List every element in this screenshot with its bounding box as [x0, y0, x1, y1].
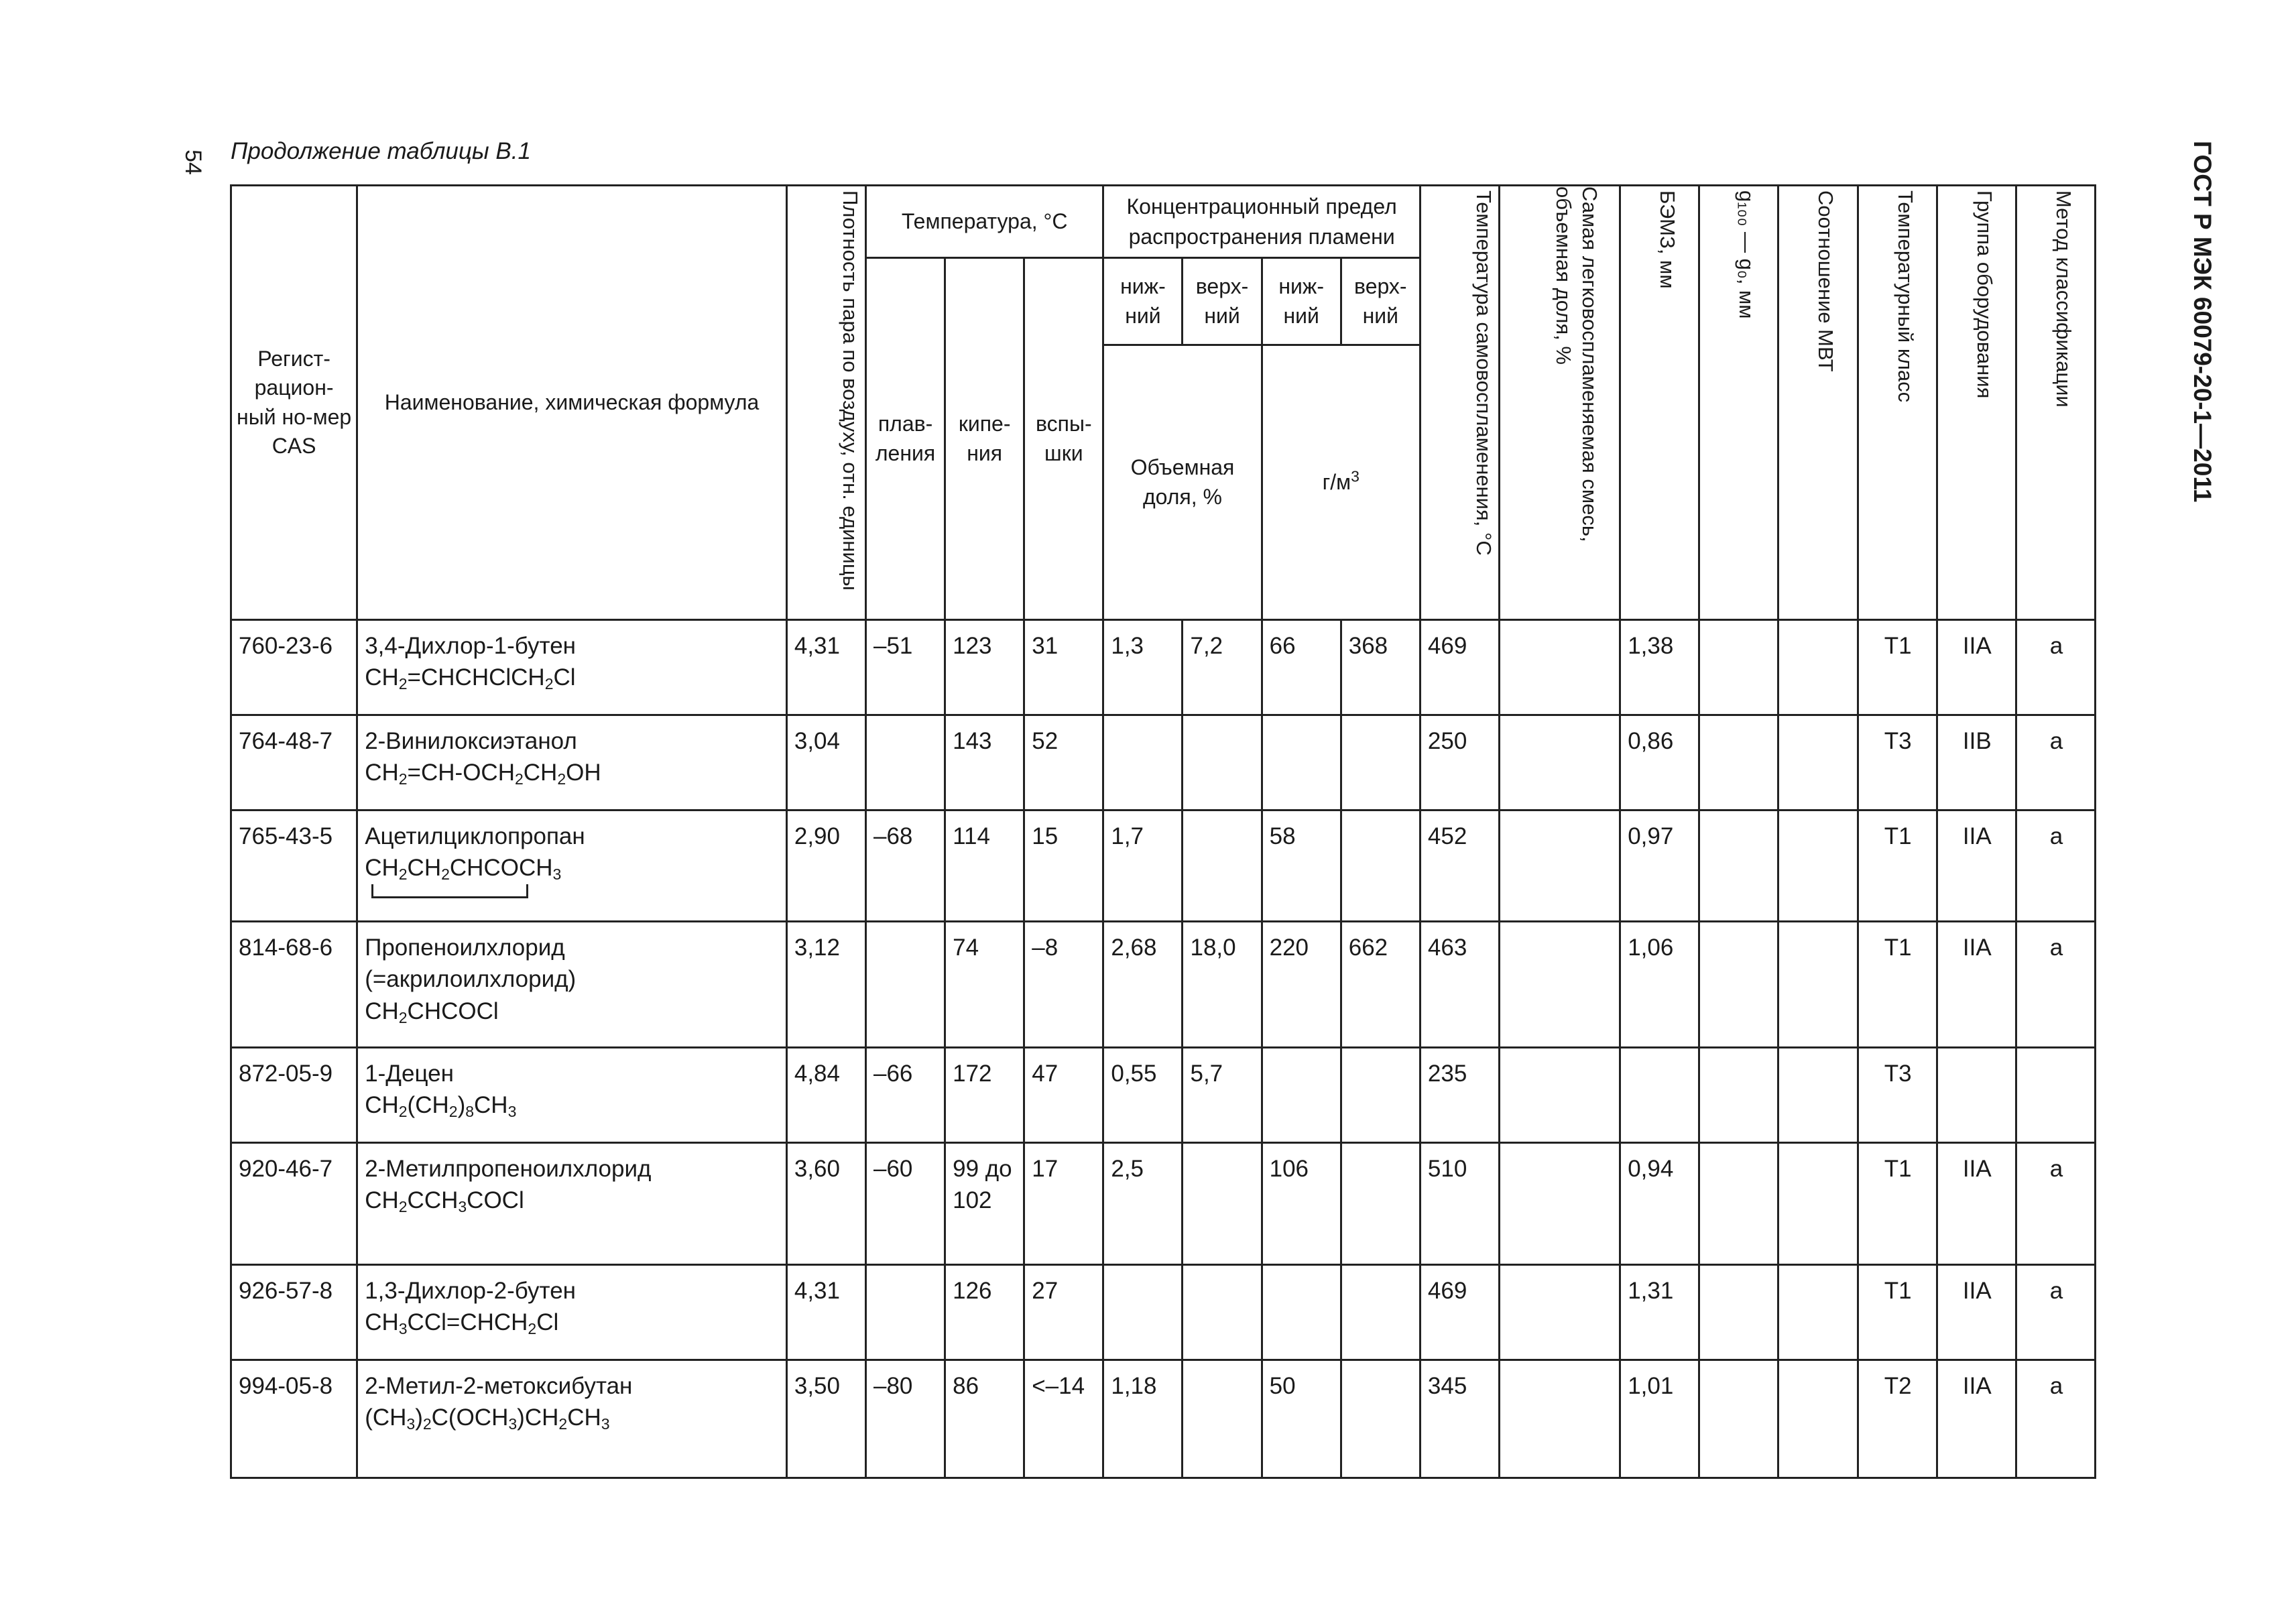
name-cell	[357, 922, 787, 1048]
temp-class-cell: T1	[1858, 810, 1937, 922]
cas-cell: 994-05-8	[231, 1360, 357, 1478]
formula-part: 2	[544, 675, 554, 693]
formula-part: CH	[365, 1309, 399, 1336]
mic-cell	[1778, 620, 1858, 715]
lower-g-cell: 106	[1262, 1143, 1341, 1265]
most-flammable-cell	[1500, 1143, 1620, 1265]
page-number: 54	[180, 149, 206, 175]
formula-part: 3	[406, 1415, 416, 1433]
flash-cell: 31	[1024, 620, 1103, 715]
cas-cell: 920-46-7	[231, 1143, 357, 1265]
substance-name: Пропеноилхлорид (=акрилоилхлорид)	[365, 935, 577, 993]
method-cell: a	[2016, 922, 2095, 1048]
formula-part: 2	[398, 1198, 408, 1216]
lower-g-cell: 50	[1262, 1360, 1341, 1478]
upper-g-cell: 368	[1341, 620, 1420, 715]
name-cell	[357, 1265, 787, 1360]
autoignition-cell: 452	[1420, 810, 1499, 922]
g100-cell	[1699, 1048, 1778, 1143]
upper-g-cell	[1341, 1048, 1420, 1143]
lower-vol-cell	[1103, 1265, 1183, 1360]
mesg-cell	[1620, 1048, 1699, 1143]
temp-class-cell: T2	[1858, 1360, 1937, 1478]
name-cell	[357, 1048, 787, 1143]
melt-cell: –68	[865, 810, 945, 922]
most-flammable-cell	[1500, 1360, 1620, 1478]
temp-class-cell: T1	[1858, 1265, 1937, 1360]
formula-part: CCl=CHCH	[407, 1309, 528, 1336]
g100-cell	[1699, 810, 1778, 922]
formula-part: CH	[365, 664, 399, 691]
most-flammable-cell	[1500, 620, 1620, 715]
formula-part: COCl	[467, 1187, 524, 1214]
lower-vol-cell: 1,3	[1103, 620, 1183, 715]
lower-g-cell: 220	[1262, 922, 1341, 1048]
formula-part: 2	[441, 865, 450, 884]
formula-part: CH	[567, 1404, 601, 1431]
formula-part: 2	[557, 770, 566, 788]
header-conc-limit: Концентрационный предел распространения пламени	[1103, 186, 1421, 258]
chemical-formula	[365, 1185, 780, 1216]
equip-group-cell: IIA	[1937, 620, 2016, 715]
lower-vol-cell: 1,18	[1103, 1360, 1183, 1478]
upper-vol-cell: 5,7	[1183, 1048, 1262, 1143]
header-mesg: БЭМЗ, мм	[1620, 186, 1699, 620]
table-row	[231, 1143, 2096, 1265]
formula-part: OH	[566, 760, 601, 786]
boil-cell: 114	[945, 810, 1024, 922]
chemical-formula	[365, 1089, 780, 1121]
upper-vol-cell: 7,2	[1183, 620, 1262, 715]
autoignition-cell: 235	[1420, 1048, 1499, 1143]
melt-cell: –80	[865, 1360, 945, 1478]
density-cell: 3,60	[786, 1143, 865, 1265]
name-cell	[357, 1360, 787, 1478]
lower-g-cell: 58	[1262, 810, 1341, 922]
header-equip-group: Группа оборудования	[1937, 186, 2016, 620]
temp-class-cell: T1	[1858, 1143, 1937, 1265]
g100-cell	[1699, 1143, 1778, 1265]
flash-cell: 47	[1024, 1048, 1103, 1143]
lower-vol-cell: 2,5	[1103, 1143, 1183, 1265]
table-row	[231, 1048, 2096, 1143]
temp-class-cell: T3	[1858, 715, 1937, 810]
mic-cell	[1778, 715, 1858, 810]
cas-cell: 760-23-6	[231, 620, 357, 715]
upper-g-cell	[1341, 715, 1420, 810]
mic-cell	[1778, 1048, 1858, 1143]
name-cell	[357, 715, 787, 810]
boil-cell: 123	[945, 620, 1024, 715]
substance-name: 2-Винилоксиэтанол	[365, 728, 577, 754]
table-body	[231, 620, 2096, 1478]
upper-vol-cell	[1183, 1143, 1262, 1265]
g100-cell	[1699, 620, 1778, 715]
density-cell: 3,50	[786, 1360, 865, 1478]
header-density: Плотность пара по воздуху, отн. единицы	[786, 186, 865, 620]
lower-g-cell	[1262, 715, 1341, 810]
mesg-cell: 1,06	[1620, 922, 1699, 1048]
formula-part: 2	[398, 675, 408, 693]
header-lower-g: ниж-ний	[1262, 258, 1341, 345]
upper-g-cell	[1341, 810, 1420, 922]
temp-class-cell: T3	[1858, 1048, 1937, 1143]
method-cell: a	[2016, 1360, 2095, 1478]
formula-part: CH	[365, 855, 399, 882]
upper-vol-cell	[1183, 1360, 1262, 1478]
table-header	[231, 186, 2096, 620]
temp-class-cell: T1	[1858, 922, 1937, 1048]
mesg-cell: 0,97	[1620, 810, 1699, 922]
header-most-flammable: Самая легковоспламеняемая смесь, объемная доля, %	[1500, 186, 1620, 620]
melt-cell: –51	[865, 620, 945, 715]
header-g100: g₁₀₀ — g₀, мм	[1699, 186, 1778, 620]
lower-vol-cell: 1,7	[1103, 810, 1183, 922]
most-flammable-cell	[1500, 810, 1620, 922]
formula-part: 2	[422, 1415, 432, 1433]
density-cell: 3,12	[786, 922, 865, 1048]
upper-g-cell	[1341, 1360, 1420, 1478]
header-t-flash: вспы-шки	[1024, 258, 1103, 620]
chemical-formula	[365, 996, 780, 1027]
standard-header	[2182, 141, 2222, 543]
boil-cell: 126	[945, 1265, 1024, 1360]
formula-part: 2	[398, 1103, 408, 1121]
chemical-formula	[365, 662, 780, 693]
autoignition-cell: 463	[1420, 922, 1499, 1048]
chemical-formula	[365, 852, 780, 884]
formula-part: 2	[398, 770, 408, 788]
name-cell	[357, 810, 787, 922]
formula-part: CH	[365, 760, 399, 786]
cas-cell: 872-05-9	[231, 1048, 357, 1143]
table-row	[231, 922, 2096, 1048]
mic-cell	[1778, 1265, 1858, 1360]
equip-group-cell: IIA	[1937, 1360, 2016, 1478]
density-cell: 2,90	[786, 810, 865, 922]
chemical-formula	[365, 1307, 780, 1338]
flash-cell: 17	[1024, 1143, 1103, 1265]
lower-g-cell: 66	[1262, 620, 1341, 715]
equip-group-cell: IIA	[1937, 1143, 2016, 1265]
substance-name: 1-Децен	[365, 1061, 454, 1087]
flash-cell: <–14	[1024, 1360, 1103, 1478]
most-flammable-cell	[1500, 715, 1620, 810]
formula-part: Cl	[536, 1309, 559, 1336]
method-cell	[2016, 1048, 2095, 1143]
formula-part: 2	[448, 1103, 458, 1121]
header-mic: Соотношение МВТ	[1778, 186, 1858, 620]
upper-g-cell: 662	[1341, 922, 1420, 1048]
mic-cell	[1778, 810, 1858, 922]
formula-part: =CHCHClCH	[407, 664, 545, 691]
boil-cell: 172	[945, 1048, 1024, 1143]
header-gm3: $г/м^3$	[1262, 345, 1420, 620]
upper-vol-cell	[1183, 715, 1262, 810]
g100-cell	[1699, 922, 1778, 1048]
equip-group-cell: IIA	[1937, 1265, 2016, 1360]
formula-part: 8	[465, 1103, 475, 1121]
boil-cell: 99 до 102	[945, 1143, 1024, 1265]
g100-cell	[1699, 1360, 1778, 1478]
header-vol-fraction: Объемная доля, %	[1103, 345, 1262, 620]
formula-part: 3	[398, 1320, 408, 1338]
substance-name: 2-Метил-2-метоксибутан	[365, 1373, 633, 1399]
cas-cell: 814-68-6	[231, 922, 357, 1048]
formula-part: CH	[523, 760, 558, 786]
upper-g-cell	[1341, 1265, 1420, 1360]
formula-part: CH	[407, 855, 442, 882]
header-lower-vol: ниж-ний	[1103, 258, 1183, 345]
upper-vol-cell	[1183, 810, 1262, 922]
cas-cell: 765-43-5	[231, 810, 357, 922]
table-row	[231, 1360, 2096, 1478]
mic-cell	[1778, 1360, 1858, 1478]
boil-cell: 143	[945, 715, 1024, 810]
formula-part: 3	[601, 1415, 610, 1433]
formula-part: 2	[514, 770, 524, 788]
upper-vol-cell: 18,0	[1183, 922, 1262, 1048]
lower-vol-cell	[1103, 715, 1183, 810]
most-flammable-cell	[1500, 922, 1620, 1048]
formula-part: )CH	[517, 1404, 559, 1431]
formula-part: (CH	[407, 1092, 449, 1119]
autoignition-cell: 250	[1420, 715, 1499, 810]
header-upper-g: верх-ний	[1341, 258, 1420, 345]
standard-title: ГОСТ Р МЭК 60079-20-1—2011	[2189, 141, 2216, 503]
formula-part: CH	[365, 1187, 399, 1214]
formula-part: CCH	[407, 1187, 459, 1214]
formula-part: CHCOCl	[407, 998, 499, 1024]
table-row	[231, 715, 2096, 810]
formula-part: =CH-OCH	[407, 760, 515, 786]
chemical-formula	[365, 1402, 780, 1433]
header-t-melt: плав-ления	[865, 258, 945, 620]
boil-cell: 74	[945, 922, 1024, 1048]
lower-vol-cell: 2,68	[1103, 922, 1183, 1048]
flash-cell: 15	[1024, 810, 1103, 922]
melt-cell: –60	[865, 1143, 945, 1265]
formula-part: 3	[507, 1103, 517, 1121]
formula-part: )	[457, 1092, 466, 1119]
header-t-boil: кипе-ния	[945, 258, 1024, 620]
data-table	[230, 184, 2096, 1479]
formula-part: 3	[458, 1198, 467, 1216]
table-caption: Продолжение таблицы В.1	[231, 138, 531, 164]
table-row	[231, 1265, 2096, 1360]
formula-part: 3	[552, 865, 562, 884]
header-cas: Регист-рацион-ный но-мер CAS	[231, 186, 357, 620]
header-name: Наименование, химическая формула	[357, 186, 787, 620]
equip-group-cell	[1937, 1048, 2016, 1143]
mesg-cell: 0,86	[1620, 715, 1699, 810]
header-upper-vol: верх-ний	[1183, 258, 1262, 345]
formula-part: 2	[398, 1008, 408, 1026]
substance-name: 2-Метилпропеноилхлорид	[365, 1156, 652, 1182]
autoignition-cell: 345	[1420, 1360, 1499, 1478]
substance-name: 3,4-Дихлор-1-бутен	[365, 633, 576, 659]
lower-g-cell	[1262, 1048, 1341, 1143]
formula-part: Cl	[553, 664, 576, 691]
flash-cell: –8	[1024, 922, 1103, 1048]
header-method: Метод классификации	[2016, 186, 2095, 620]
formula-part: CHCOCH	[449, 855, 553, 882]
equip-group-cell: IIA	[1937, 810, 2016, 922]
density-cell: 4,31	[786, 1265, 865, 1360]
mic-cell	[1778, 1143, 1858, 1265]
formula-part: CH	[365, 998, 399, 1024]
header-autoignition: Температура самовоспламенения, °С	[1420, 186, 1499, 620]
density-cell: 3,04	[786, 715, 865, 810]
formula-part: 2	[398, 865, 408, 884]
g100-cell	[1699, 715, 1778, 810]
autoignition-cell: 510	[1420, 1143, 1499, 1265]
formula-part: )	[415, 1404, 423, 1431]
cyclopropane-ring-bracket	[365, 884, 780, 899]
formula-part: 2	[558, 1415, 568, 1433]
table-row	[231, 620, 2096, 715]
formula-part: (CH	[365, 1404, 407, 1431]
method-cell: a	[2016, 810, 2095, 922]
melt-cell: –66	[865, 1048, 945, 1143]
density-cell: 4,84	[786, 1048, 865, 1143]
mesg-cell: 1,01	[1620, 1360, 1699, 1478]
flash-cell: 27	[1024, 1265, 1103, 1360]
lower-g-cell	[1262, 1265, 1341, 1360]
temp-class-cell: T1	[1858, 620, 1937, 715]
density-cell: 4,31	[786, 620, 865, 715]
substance-name: 1,3-Дихлор-2-бутен	[365, 1278, 576, 1304]
method-cell: a	[2016, 1265, 2095, 1360]
flash-cell: 52	[1024, 715, 1103, 810]
name-cell	[357, 1143, 787, 1265]
formula-part: 3	[508, 1415, 518, 1433]
header-temp-class: Температурный класс	[1858, 186, 1937, 620]
autoignition-cell: 469	[1420, 1265, 1499, 1360]
g100-cell	[1699, 1265, 1778, 1360]
formula-part: C(OCH	[431, 1404, 509, 1431]
equip-group-cell: IIA	[1937, 922, 2016, 1048]
chemical-formula	[365, 757, 780, 788]
mesg-cell: 1,31	[1620, 1265, 1699, 1360]
cas-cell: 764-48-7	[231, 715, 357, 810]
mesg-cell: 0,94	[1620, 1143, 1699, 1265]
formula-part: 2	[528, 1320, 537, 1338]
boil-cell: 86	[945, 1360, 1024, 1478]
melt-cell	[865, 922, 945, 1048]
equip-group-cell: IIB	[1937, 715, 2016, 810]
upper-g-cell	[1341, 1143, 1420, 1265]
upper-vol-cell	[1183, 1265, 1262, 1360]
most-flammable-cell	[1500, 1265, 1620, 1360]
melt-cell	[865, 715, 945, 810]
method-cell: a	[2016, 715, 2095, 810]
substance-name: Ацетилциклопропан	[365, 823, 585, 849]
header-temperature: Температура, °С	[865, 186, 1103, 258]
table-row	[231, 810, 2096, 922]
mic-cell	[1778, 922, 1858, 1048]
autoignition-cell: 469	[1420, 620, 1499, 715]
melt-cell	[865, 1265, 945, 1360]
lower-vol-cell: 0,55	[1103, 1048, 1183, 1143]
cas-cell: 926-57-8	[231, 1265, 357, 1360]
method-cell: a	[2016, 620, 2095, 715]
name-cell	[357, 620, 787, 715]
mesg-cell: 1,38	[1620, 620, 1699, 715]
formula-part: CH	[474, 1092, 508, 1119]
formula-part: CH	[365, 1092, 399, 1119]
method-cell: a	[2016, 1143, 2095, 1265]
most-flammable-cell	[1500, 1048, 1620, 1143]
